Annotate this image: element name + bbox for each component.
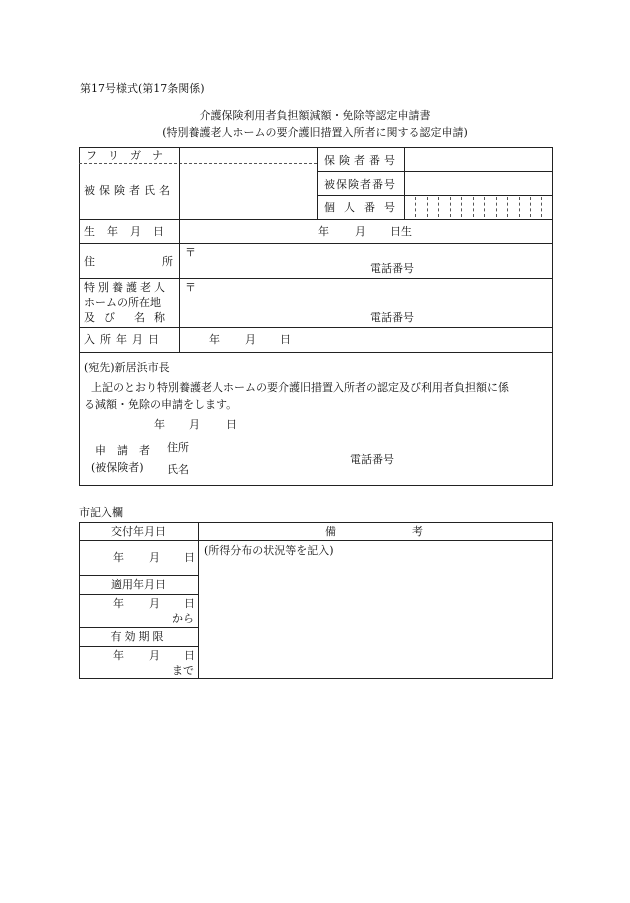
personal-number-label: 個人番号 bbox=[324, 201, 404, 214]
issue-month-text: 月 bbox=[149, 551, 160, 564]
declaration-day-text: 日 bbox=[226, 418, 237, 431]
form-subtitle: (特別養護老人ホームの要介護旧措置入所者に関する認定申請) bbox=[162, 126, 468, 139]
issue-year-text: 年 bbox=[113, 551, 124, 564]
birth-row-bottom bbox=[79, 243, 553, 244]
issue-day-text: 日 bbox=[184, 551, 195, 564]
insured-label: (被保険者) bbox=[91, 461, 144, 474]
admission-month-text: 月 bbox=[245, 333, 256, 346]
birth-year-text: 年 bbox=[318, 225, 329, 238]
valid-month-text: 月 bbox=[149, 649, 160, 662]
label-column-divider bbox=[179, 147, 180, 353]
remarks-label-left: 備 bbox=[325, 525, 336, 538]
declaration-name-label: 氏名 bbox=[167, 463, 189, 476]
issue-date-label: 交付年月日 bbox=[111, 525, 166, 538]
facility-label-line3b: 名称 bbox=[134, 311, 174, 324]
valid-until-text: まで bbox=[172, 664, 194, 677]
address-postal-mark: 〒 bbox=[185, 246, 196, 259]
insurer-row-divider bbox=[317, 171, 553, 172]
applicant-label: 申 請 者 bbox=[95, 444, 150, 457]
birth-month-text: 月 bbox=[355, 225, 366, 238]
apply-from-text: から bbox=[172, 612, 194, 625]
facility-row-bottom bbox=[79, 327, 553, 328]
valid-period-label: 有効期限 bbox=[110, 630, 167, 643]
admission-day-text: 日 bbox=[280, 333, 291, 346]
facility-phone-label: 電話番号 bbox=[370, 311, 414, 324]
declaration-year-text: 年 bbox=[154, 418, 165, 431]
insured-name-label: 被保険者氏名 bbox=[84, 184, 174, 197]
remarks-label-right: 考 bbox=[412, 525, 423, 538]
form-title: 介護保険利用者負担額減額・免除等認定申請書 bbox=[199, 109, 431, 122]
admission-year-text: 年 bbox=[209, 333, 220, 346]
furigana-divider bbox=[79, 163, 317, 164]
declaration-phone-label: 電話番号 bbox=[350, 453, 394, 466]
addressee-text: (宛先)新居浜市長 bbox=[84, 361, 170, 374]
apply-month-text: 月 bbox=[149, 597, 160, 610]
admission-date-label: 入所年月日 bbox=[84, 333, 164, 346]
remarks-note: (所得分布の状況等を記入) bbox=[204, 544, 334, 557]
insurer-number-label: 保険者番号 bbox=[324, 154, 399, 167]
furigana-label: フ リ ガ ナ bbox=[86, 149, 163, 162]
facility-label-line1: 特別養護老人 bbox=[84, 281, 168, 294]
name-column-divider bbox=[317, 147, 318, 219]
apply-date-label: 適用年月日 bbox=[111, 578, 166, 591]
declaration-month-text: 月 bbox=[189, 418, 200, 431]
declaration-body-line1: 上記のとおり特別養護老人ホームの要介護旧措置入所者の認定及び利用者負担額に係 bbox=[91, 381, 509, 394]
address-row-bottom bbox=[79, 278, 553, 279]
birth-date-label: 生年月日 bbox=[84, 225, 176, 238]
facility-label-line3a: 及び bbox=[84, 311, 124, 324]
address-label-right: 所 bbox=[162, 255, 173, 268]
facility-postal-mark: 〒 bbox=[185, 281, 196, 294]
city-section-heading: 市記入欄 bbox=[79, 506, 123, 519]
name-row-bottom bbox=[79, 219, 553, 220]
declaration-body-line2: る減額・免除の申請をします。 bbox=[84, 398, 238, 411]
facility-label-line2: ホームの所在地 bbox=[84, 296, 161, 309]
valid-year-text: 年 bbox=[113, 649, 124, 662]
address-phone-label: 電話番号 bbox=[370, 262, 414, 275]
form-number: 第17号様式(第17条関係) bbox=[80, 82, 205, 95]
valid-day-text: 日 bbox=[184, 649, 195, 662]
insured-number-label: 被保険者番号 bbox=[324, 178, 396, 191]
apply-day-text: 日 bbox=[184, 597, 195, 610]
birth-day-text: 日生 bbox=[390, 225, 412, 238]
city-column-divider bbox=[198, 522, 199, 679]
number-column-divider bbox=[404, 147, 405, 219]
address-label-left: 住 bbox=[84, 255, 95, 268]
declaration-address-label: 住所 bbox=[167, 441, 189, 454]
apply-year-text: 年 bbox=[113, 597, 124, 610]
insured-row-divider bbox=[317, 195, 553, 196]
city-header-divider bbox=[79, 540, 553, 541]
